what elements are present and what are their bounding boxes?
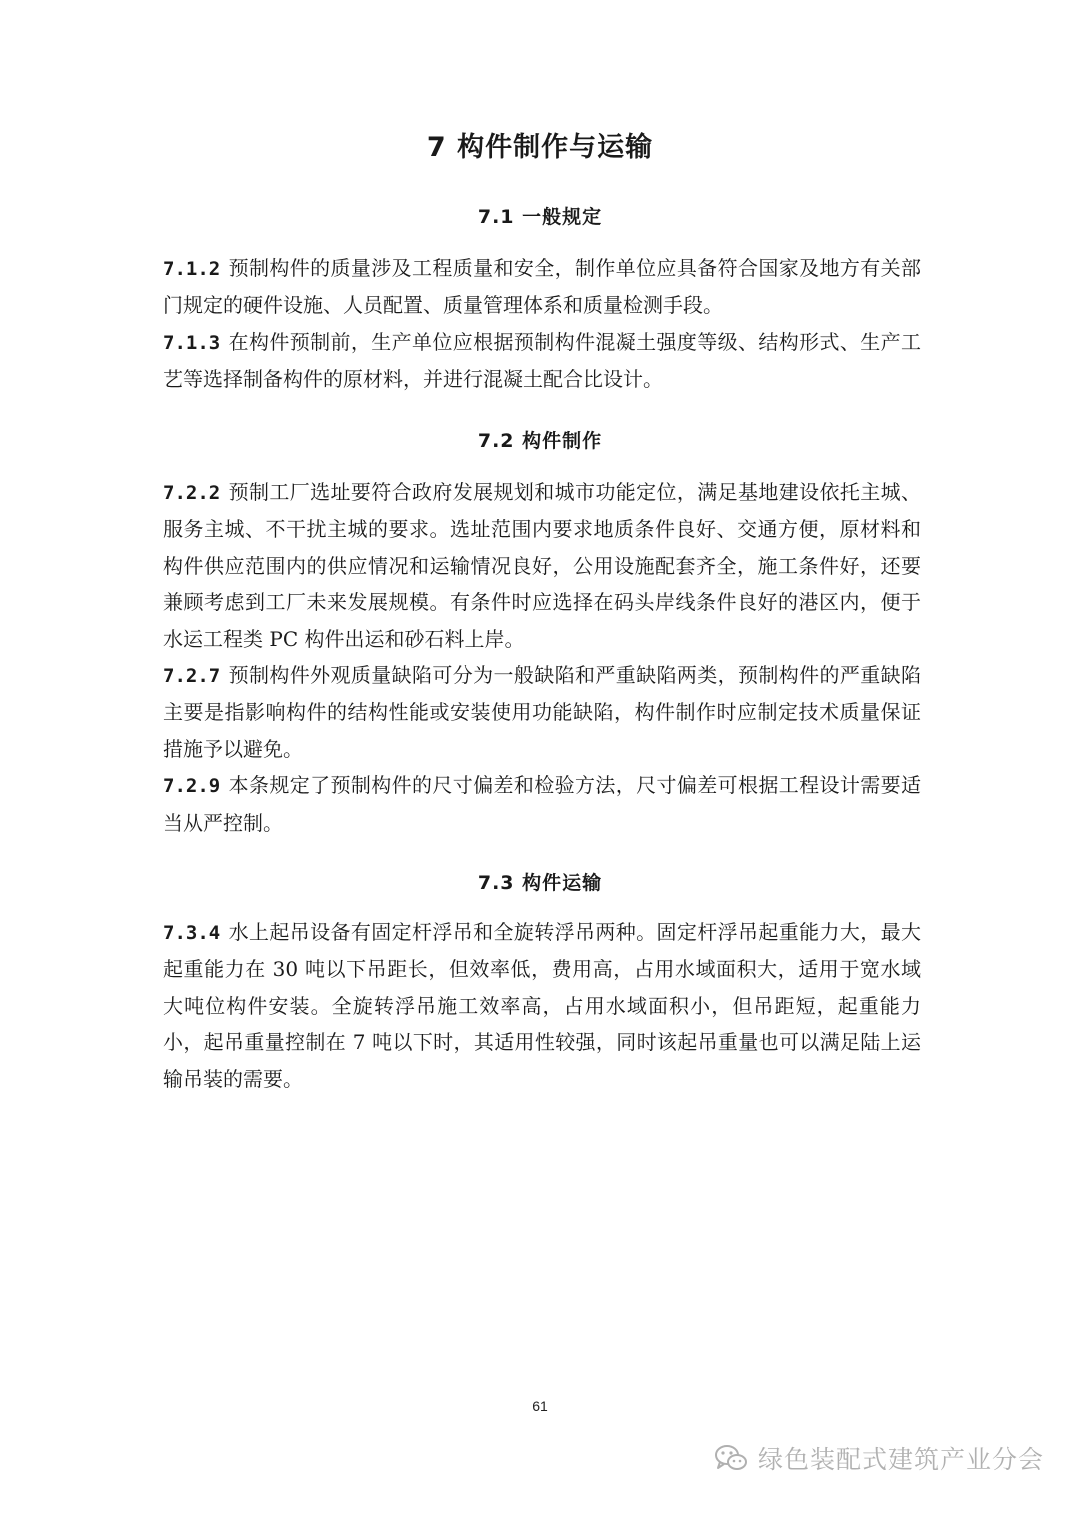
watermark-text: 绿色装配式建筑产业分会	[757, 1445, 1044, 1474]
clause-number: 7.2.9	[163, 775, 221, 798]
clause-7-2-7	[163, 657, 921, 767]
clause-text: 预制构件外观质量缺陷可分为一般缺陷和严重缺陷两类，预制构件的严重缺陷主要是指影响构件的结构性能或安装使用功能缺陷，构件制作时应制定技术质量保证措施予以避免。	[163, 663, 921, 761]
section-body-7-2	[163, 474, 921, 841]
clause-7-2-2	[163, 474, 921, 657]
wechat-icon	[714, 1443, 748, 1473]
clause-number: 7.3.4	[163, 922, 221, 944]
clause-7-1-3	[163, 324, 921, 398]
section-title-7-2: 7.2 构件制作	[477, 430, 603, 452]
clause-7-2-9	[163, 767, 921, 841]
clause-7-1-2	[163, 250, 921, 324]
clause-7-3-4	[163, 914, 921, 1097]
clause-text: 水上起吊设备有固定杆浮吊和全旋转浮吊两种。固定杆浮吊起重能力大，最大起重能力在 30 吨以下吊距长，但效率低，费用高，占用水域面积大，适用于宽水域大吨位构件安装。全旋转浮吊施工效率高，占用水域面积小，但吊距短，起重能力小，起吊重量控制在 7 吨以下时，其适用性较强，同时该起吊重量也可以满足陆上运输吊装的需要。	[163, 920, 921, 1091]
clause-text: 本条规定了预制构件的尺寸偏差和检验方法，尺寸偏差可根据工程设计需要适当从严控制。	[163, 773, 921, 835]
clause-text: 在构件预制前，生产单位应根据预制构件混凝土强度等级、结构形式、生产工艺等选择制备构件的原材料，并进行混凝土配合比设计。	[163, 329, 921, 392]
section-title-7-1: 7.1 一般规定	[477, 206, 603, 228]
clause-number: 7.1.3	[163, 331, 221, 354]
section-body-7-1	[163, 250, 921, 398]
page-number: 61	[532, 1398, 548, 1414]
clause-number: 7.1.2	[163, 258, 221, 280]
clause-number: 7.2.7	[163, 665, 221, 688]
clause-number: 7.2.2	[163, 482, 221, 504]
clause-text: 预制工厂选址要符合政府发展规划和城市功能定位，满足基地建设依托主城、服务主城、不干扰主城的要求。选址范围内要求地质条件良好、交通方便，原材料和构件供应范围内的供应情况和运输情况良好，公用设施配套齐全，施工条件好，还要兼顾考虑到工厂未来发展规模。有条件时应选择在码头岸线条件良好的港区内，便于水运工程类 PC 构件出运和砂石料上岸。	[163, 480, 921, 651]
clause-text: 预制构件的质量涉及工程质量和安全，制作单位应具备符合国家及地方有关部门规定的硬件设施、人员配置、质量管理体系和质量检测手段。	[163, 256, 921, 318]
watermark	[714, 1440, 1044, 1476]
section-body-7-3	[163, 914, 921, 1097]
section-title-7-3: 7.3 构件运输	[477, 872, 603, 894]
chapter-title: 7 构件制作与运输	[426, 132, 654, 163]
